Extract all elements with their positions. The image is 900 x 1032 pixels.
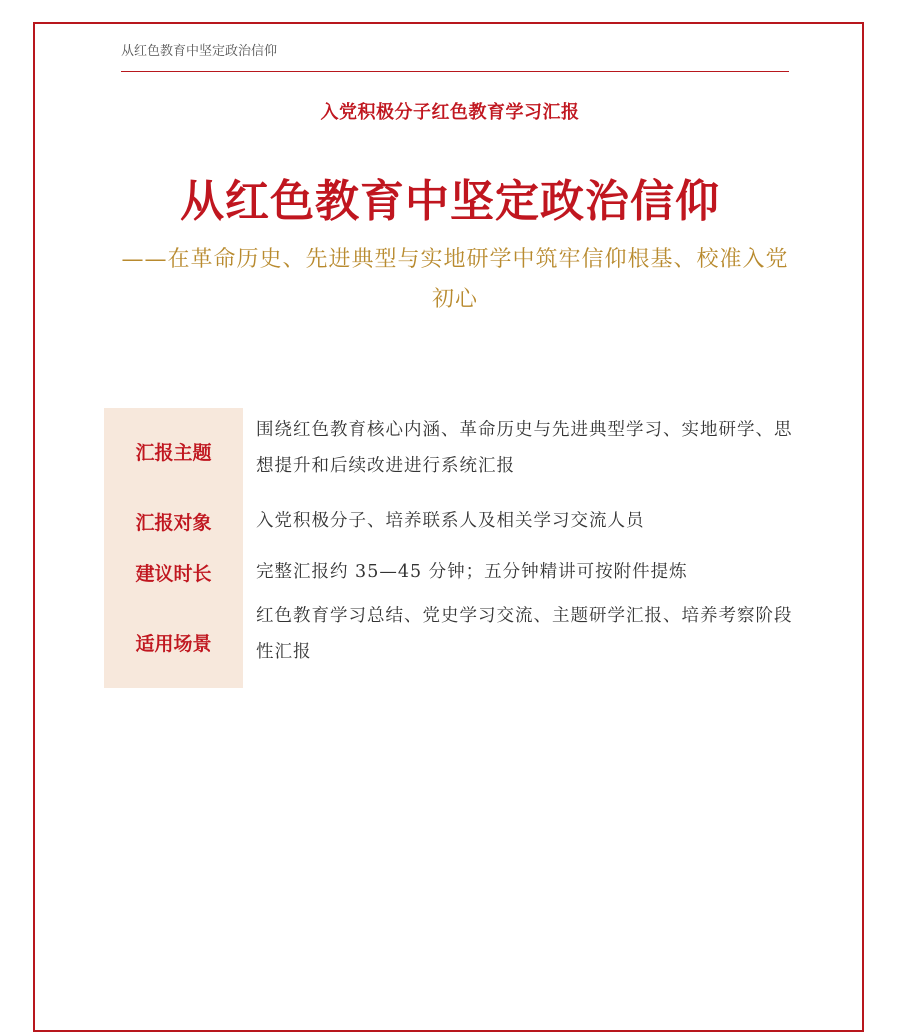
row-label: 汇报对象 (104, 494, 243, 548)
row-value: 红色教育学习总结、党史学习交流、主题研学汇报、培养考察阶段性汇报 (256, 606, 793, 662)
page-title: 从红色教育中坚定政治信仰 (180, 176, 720, 227)
table-row (104, 596, 794, 688)
row-value: 围绕红色教育核心内涵、革命历史与先进典型学习、实地研学、思想提升和后续改进进行系统汇报 (256, 420, 793, 476)
header-divider (121, 71, 789, 72)
running-header: 从红色教育中坚定政治信仰 (121, 44, 278, 59)
page-subtitle: ——在革命历史、先进典型与实地研学中筑牢信仰根基、校准入党初心 (121, 247, 789, 312)
row-label: 汇报主题 (104, 408, 243, 494)
row-value: 入党积极分子、培养联系人及相关学习交流人员 (256, 511, 645, 531)
table-row (104, 494, 794, 548)
table-row (104, 408, 794, 494)
row-label: 建议时长 (104, 548, 243, 596)
info-table (104, 408, 794, 688)
report-kicker: 入党积极分子红色教育学习汇报 (320, 102, 580, 123)
row-value: 完整汇报约 35—45 分钟；五分钟精讲可按附件提炼 (256, 562, 688, 582)
table-row (104, 548, 794, 596)
row-label: 适用场景 (104, 596, 243, 688)
